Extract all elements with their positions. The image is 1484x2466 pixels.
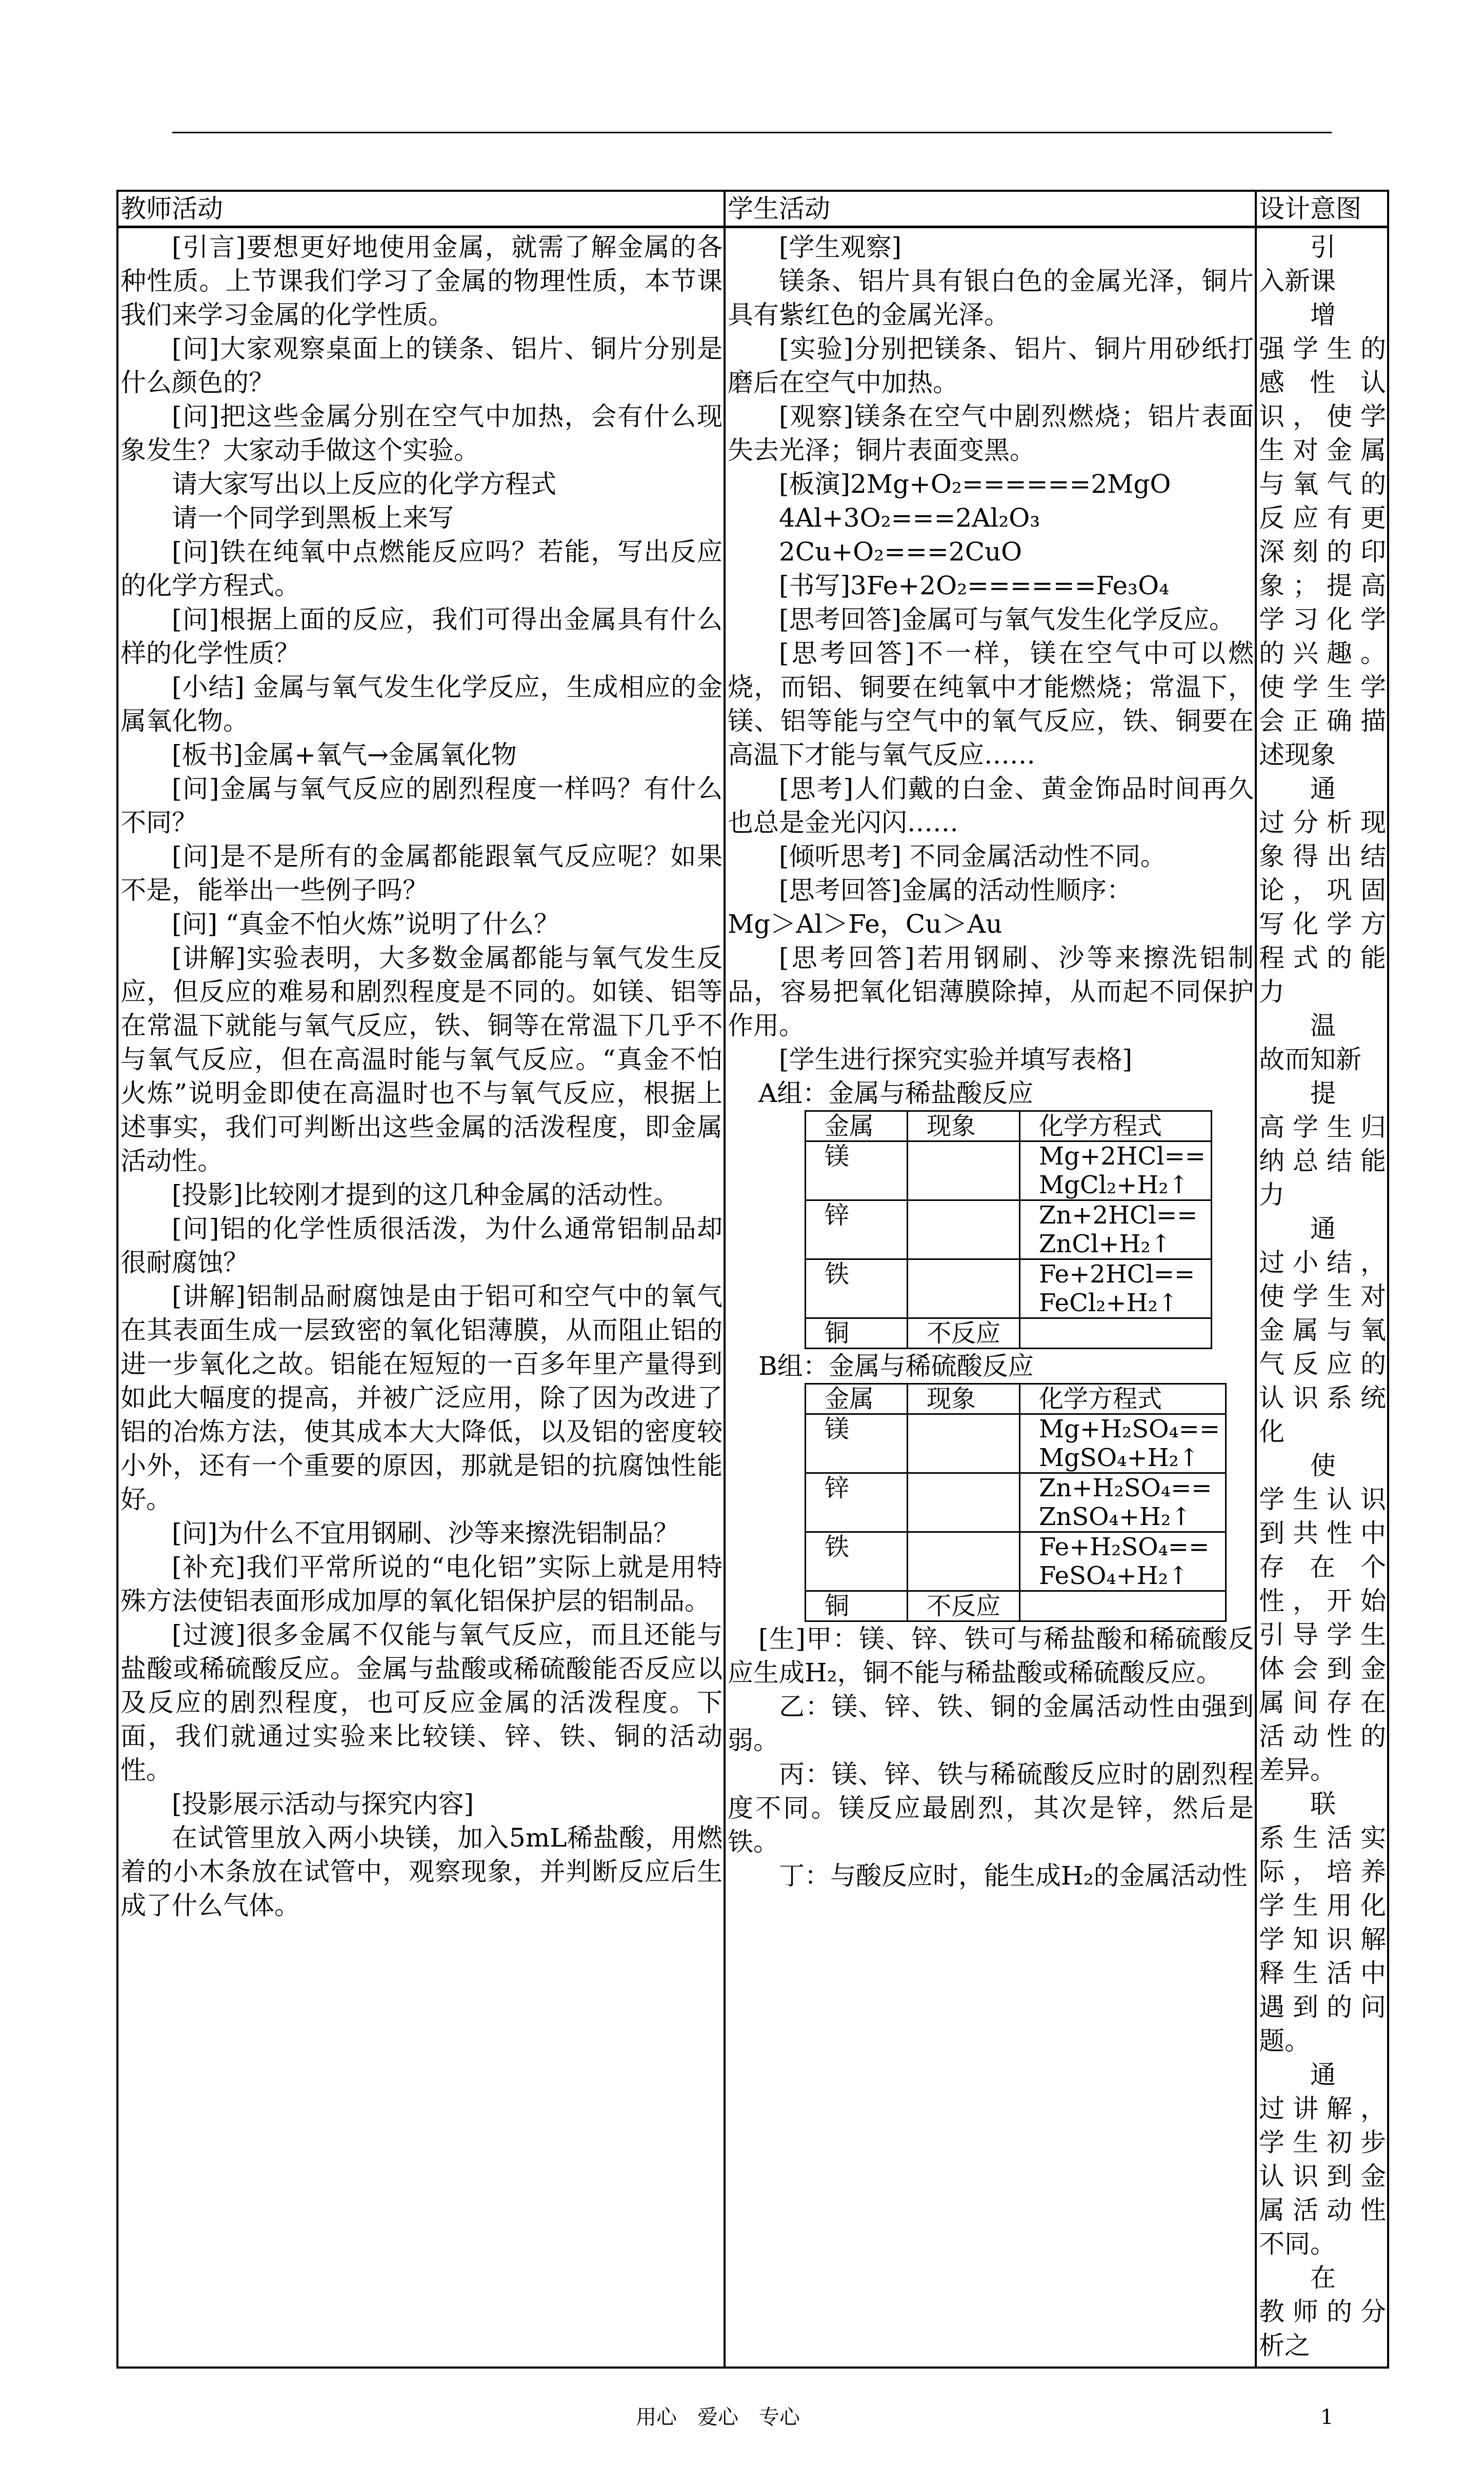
table-row xyxy=(806,1259,1212,1318)
observation-cell xyxy=(908,1141,1020,1200)
equation-line: Mg+2HCl== xyxy=(1039,1142,1206,1171)
metal-cell: 铜 xyxy=(806,1591,908,1621)
footer-word: 爱心 xyxy=(697,2405,738,2429)
table-b-title: B组：金属与稀硫酸反应 xyxy=(758,1351,1034,1381)
student-paragraph: [倾听思考] 不同金属活动性不同。 xyxy=(779,841,1166,871)
header-rule xyxy=(172,132,1332,133)
student-paragraph: 2Cu+O₂===2CuO xyxy=(779,537,1022,567)
equation-line: MgSO₄+H₂↑ xyxy=(1039,1443,1199,1472)
student-paragraph: [思考回答]金属可与氧气发生化学反应。 xyxy=(779,605,1235,634)
column-header: 现象 xyxy=(908,1384,1020,1414)
teacher-paragraph: 请大家写出以上反应的化学方程式 xyxy=(172,469,556,499)
student-paragraph: [思考回答]不一样，镁在空气中可以燃烧，而铝、铜要在纯氧中才能燃烧；常温下，镁、铝等能与空气中的氧气反应，铁、铜要在高温下才能与氧气反应…… xyxy=(728,638,1254,770)
teacher-paragraph: [问]为什么不宜用钢刷、沙等来擦洗铝制品？ xyxy=(172,1518,679,1548)
table-row xyxy=(806,1200,1212,1259)
lesson-table xyxy=(116,190,1389,2369)
student-conclusion: 丙：镁、锌、铁与稀硫酸反应时的剧烈程度不同。镁反应最剧烈，其次是锌，然后是铁。 xyxy=(728,1759,1254,1857)
intent-paragraph: 使 学生认识到共性中存在个性，开始引导学生体会到金属间存在活动性的差异。 xyxy=(1259,1451,1386,1785)
metal-cell: 镁 xyxy=(806,1414,908,1473)
student-conclusion: 丁：与酸反应时，能生成H₂的金属活动性 xyxy=(779,1861,1248,1891)
student-activity-content xyxy=(725,227,1256,2368)
teacher-paragraph: [小结] 金属与氧气发生化学反应，生成相应的金属氧化物。 xyxy=(121,672,723,736)
intent-paragraph: 通 过分析现象得出结论，巩固写化学方程式的能力 xyxy=(1259,774,1386,1007)
page-footer xyxy=(116,2404,1484,2466)
teacher-paragraph: 请一个同学到黑板上来写 xyxy=(172,503,454,533)
student-paragraph: 镁条、铝片具有银白色的金属光泽，铜片具有紫红色的金属光泽。 xyxy=(728,266,1254,330)
column-header: 金属 xyxy=(806,1384,908,1414)
intent-paragraph: 通 过讲解，学生初步认识到金属活动性不同。 xyxy=(1259,2060,1386,2259)
column-header: 化学方程式 xyxy=(1020,1384,1226,1414)
metal-cell: 铜 xyxy=(806,1318,908,1349)
teacher-paragraph: [问]铁在纯氧中点燃能反应吗？若能，写出反应的化学方程式。 xyxy=(121,537,723,600)
teacher-paragraph: [问]金属与氧气反应的剧烈程度一样吗？有什么不同？ xyxy=(121,774,723,837)
column-header: 金属 xyxy=(806,1111,908,1141)
sulfuric-acid-table xyxy=(805,1383,1227,1622)
intent-paragraph: 联 系生活实际，培养学生用化学知识解释生活中遇到的问题。 xyxy=(1259,1789,1386,2056)
student-paragraph: [学生进行探究实验并填写表格] xyxy=(779,1045,1133,1074)
student-activity-header: 学生活动 xyxy=(725,191,1256,227)
student-paragraphs xyxy=(728,230,1254,1076)
teacher-paragraph: [讲解]实验表明，大多数金属都能与氧气发生反应，但反应的难易和剧烈程度是不同的。如镁、铝等在常温下就能与氧气反应，铁、铜等在常温下几乎不与氧气反应，但在高温时能与氧气反应。“真金不怕火炼”说明金即使在高温时也不与氧气反应，根据上述事实，我们可判断出这些金属的活泼程度，即金属活动性。 xyxy=(121,943,723,1176)
teacher-paragraph: [问]把这些金属分别在空气中加热，会有什么现象发生？大家动手做这个实验。 xyxy=(121,402,723,465)
teacher-paragraph: [投影]比较刚才提到的这几种金属的活动性。 xyxy=(172,1180,679,1210)
teacher-paragraph: [补充]我们平常所说的“电化铝”实际上就是用特殊方法使铝表面形成加厚的氧化铝保护层的铝制品。 xyxy=(121,1552,723,1616)
student-conclusion: [生]甲：镁、锌、铁可与稀盐酸和稀硫酸反应生成H₂，铜不能与稀盐酸或稀硫酸反应。 xyxy=(728,1624,1254,1688)
student-paragraph: [观察]镁条在空气中剧烈燃烧；铝片表面失去光泽；铜片表面变黑。 xyxy=(728,402,1254,465)
lesson-table-header-row xyxy=(117,191,1388,227)
teacher-activity-header: 教师活动 xyxy=(117,191,725,227)
footer-motto xyxy=(636,2404,820,2430)
table-header-row xyxy=(806,1384,1226,1414)
intent-paragraph: 通 过小结，使学生对金属与氧气反应的认识系统化 xyxy=(1259,1214,1386,1447)
observation-cell: 不反应 xyxy=(908,1591,1020,1621)
intent-paragraph: 增 强学生的感性认识，使学生对金属与氧气的反应有更深刻的印象；提高学习化学的兴趣。使学生学会正确描述现象 xyxy=(1259,300,1386,770)
student-paragraph: [实验]分别把镁条、铝片、铜片用砂纸打磨后在空气中加热。 xyxy=(728,334,1254,397)
intent-paragraph: 在 教师的分析之 xyxy=(1259,2263,1386,2360)
metal-cell: 锌 xyxy=(806,1473,908,1532)
equation-line: Mg+H₂SO₄== xyxy=(1039,1415,1220,1443)
lesson-table-body-row xyxy=(117,227,1388,2368)
teacher-paragraph: [板书]金属+氧气→金属氧化物 xyxy=(172,740,517,770)
column-header: 化学方程式 xyxy=(1020,1111,1212,1141)
teacher-paragraph: [过渡]很多金属不仅能与氧气反应，而且还能与盐酸或稀硫酸反应。金属与盐酸或稀硫酸能否反应以及反应的剧烈程度，也可反应金属的活泼程度。下面，我们就通过实验来比较镁、锌、铁、铜的活动性。 xyxy=(121,1620,723,1785)
intent-paragraph: 引 入新课 xyxy=(1259,232,1361,296)
equation-cell xyxy=(1020,1591,1226,1621)
table-row xyxy=(806,1532,1226,1591)
hydrochloric-acid-table xyxy=(805,1110,1212,1349)
metal-cell: 镁 xyxy=(806,1141,908,1200)
page-number: 1 xyxy=(1320,2405,1334,2429)
teacher-paragraph: [问]根据上面的反应，我们可得出金属具有什么样的化学性质？ xyxy=(121,605,723,668)
equation-cell xyxy=(1020,1200,1212,1259)
metal-cell: 锌 xyxy=(806,1200,908,1259)
student-paragraph: [板演]2Mg+O₂======2MgO xyxy=(779,469,1171,499)
metal-cell: 铁 xyxy=(806,1259,908,1318)
equation-cell xyxy=(1020,1318,1212,1349)
student-paragraph: Mg＞Al＞Fe，Cu＞Au xyxy=(728,909,1002,939)
teacher-paragraph: [投影展示活动与探究内容] xyxy=(172,1789,474,1819)
metal-cell: 铁 xyxy=(806,1532,908,1591)
student-paragraph: [思考回答]金属的活动性顺序： xyxy=(779,875,1133,905)
teacher-paragraph: [问]铝的化学性质很活泼，为什么通常铝制品却很耐腐蚀？ xyxy=(121,1214,723,1277)
equation-line: MgCl₂+H₂↑ xyxy=(1039,1171,1189,1199)
observation-cell xyxy=(908,1532,1020,1591)
teacher-paragraph: [引言]要想更好地使用金属，就需了解金属的各种性质。上节课我们学习了金属的物理性质，本节课我们来学习金属的化学性质。 xyxy=(121,232,723,330)
design-intent-content xyxy=(1256,227,1388,2368)
footer-word: 专心 xyxy=(759,2405,800,2429)
observation-cell xyxy=(908,1414,1020,1473)
observation-cell xyxy=(908,1200,1020,1259)
table-row xyxy=(806,1414,1226,1473)
equation-line: Fe+H₂SO₄== xyxy=(1039,1533,1210,1561)
equation-line: Zn+H₂SO₄== xyxy=(1039,1474,1212,1502)
observation-cell: 不反应 xyxy=(908,1318,1020,1349)
table-row xyxy=(806,1318,1212,1349)
equation-line: FeSO₄+H₂↑ xyxy=(1039,1561,1189,1590)
student-paragraph: 4Al+3O₂===2Al₂O₃ xyxy=(779,503,1040,533)
equation-cell xyxy=(1020,1414,1226,1473)
student-conclusion: 乙：镁、锌、铁、铜的金属活动性由强到弱。 xyxy=(728,1692,1254,1755)
teacher-activity-content xyxy=(117,227,725,2368)
equation-line: Fe+2HCl== xyxy=(1039,1260,1195,1289)
student-paragraph: [学生观察] xyxy=(779,232,902,262)
teacher-paragraph: 在试管里放入两小块镁，加入5mL稀盐酸，用燃着的小木条放在试管中，观察现象，并判断反应后生成了什么气体。 xyxy=(121,1823,723,1920)
teacher-paragraph: [问] “真金不怕火炼”说明了什么？ xyxy=(172,909,560,939)
observation-cell xyxy=(908,1473,1020,1532)
footer-word: 用心 xyxy=(636,2405,677,2429)
teacher-paragraph: [问]是不是所有的金属都能跟氧气反应呢？如果不是，能举出一些例子吗？ xyxy=(121,841,723,905)
equation-cell xyxy=(1020,1141,1212,1200)
equation-cell xyxy=(1020,1473,1226,1532)
equation-line: ZnSO₄+H₂↑ xyxy=(1039,1502,1192,1531)
table-row xyxy=(806,1141,1212,1200)
column-header: 现象 xyxy=(908,1111,1020,1141)
student-paragraph: [思考回答]若用钢刷、沙等来擦洗铝制品，容易把氧化铝薄膜除掉，从而起不同保护作用。 xyxy=(728,943,1254,1040)
equation-line: ZnCl+H₂↑ xyxy=(1039,1230,1171,1258)
student-conclusions xyxy=(728,1622,1254,1893)
teacher-paragraph: [问]大家观察桌面上的镁条、铝片、铜片分别是什么颜色的？ xyxy=(121,334,723,397)
observation-cell xyxy=(908,1259,1020,1318)
intent-paragraph: 温 故而知新 xyxy=(1259,1011,1361,1074)
table-row xyxy=(806,1591,1226,1621)
equation-line: Zn+2HCl== xyxy=(1039,1201,1198,1230)
equation-cell xyxy=(1020,1259,1212,1318)
table-row xyxy=(806,1473,1226,1532)
equation-line: FeCl₂+H₂↑ xyxy=(1039,1289,1178,1317)
table-header-row xyxy=(806,1111,1212,1141)
equation-cell xyxy=(1020,1532,1226,1591)
table-a-title: A组：金属与稀盐酸反应 xyxy=(758,1078,1034,1108)
teacher-paragraph: [讲解]铝制品耐腐蚀是由于铝可和空气中的氧气在其表面生成一层致密的氧化铝薄膜，从而阻止铝的进一步氧化之故。铝能在短短的一百多年里产量得到如此大幅度的提高，并被广泛应用，除了因为改进了铝的冶炼方法，使其成本大大降低，以及铝的密度较小外，还有一个重要的原因，那就是铝的抗腐蚀性能好。 xyxy=(121,1281,723,1514)
intent-paragraph: 提 高学生归纳总结能力 xyxy=(1259,1078,1386,1210)
student-paragraph: [书写]3Fe+2O₂======Fe₃O₄ xyxy=(779,571,1170,600)
student-paragraph: [思考]人们戴的白金、黄金饰品时间再久也总是金光闪闪…… xyxy=(728,774,1254,837)
design-intent-header: 设计意图 xyxy=(1256,191,1388,227)
